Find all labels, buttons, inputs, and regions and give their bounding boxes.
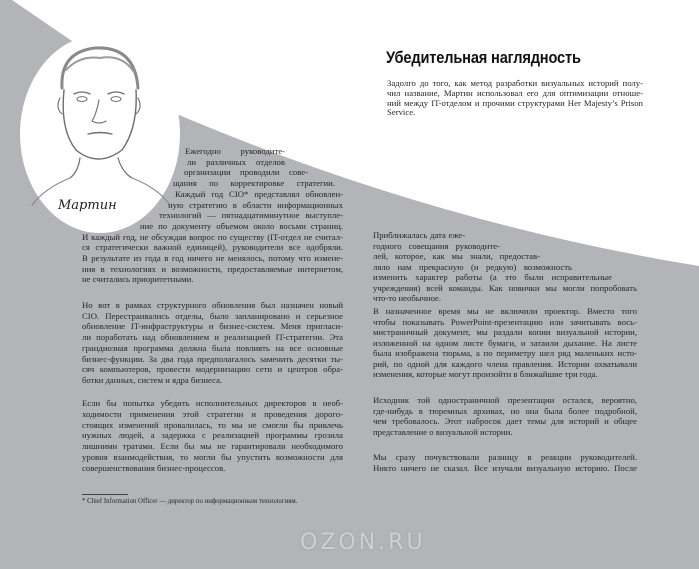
text-line: Исходник той одностраничной презентации остался, вероятно, [373,395,637,405]
text-line: технологий — пятнадцатиминутное выступле- [159,210,343,221]
text-line: где-нибудь в тюремных архивах, но она была более подробной, [373,405,637,416]
footnote-divider [82,494,128,495]
text-line: изложенной на одном листе бумаги, и затаили дыхание. На листе [373,337,637,348]
text-line: чтобы показывать PowerPoint-презентацию или зачитывать вось- [373,316,637,327]
text-line: Каждый год CIO* представлял обновлен- [175,188,343,199]
text-line: изменить характер работы (а это были исправительные [373,272,612,282]
text-line: уровня взаимодействия, то могли бы упустить возможности для [82,452,343,462]
text-line: мистраничный документ, мы раздали копии визуальной истории, [373,327,637,337]
text-line: нужных людей, а задержка с реализацией программы грозила [82,430,343,441]
text-line: лишними тратами. Если бы мы не гарантировали необходимого [82,441,343,452]
text-line: щания по корректировке стратегии. [173,178,335,189]
text-line: стоящих изменений провалилась, то мы не смогли бы привлечь [82,419,343,430]
text-line: ли различных отделов [187,156,285,167]
text-line: грандиозная программа должна была повлиять на все основные [82,342,343,353]
text-line: изменения, которые могут произойти в ближайшие три года. [373,369,598,379]
text-line: ний между IT-отделом и прочими структурами Her Majesty’s Prison [387,97,643,108]
text-line: Задолго до того, как метод разработки визуальных историй полу- [387,78,643,88]
text-line: сяч компьютеров, провести модернизацию сети и центров обра- [82,364,343,375]
text-line: Но вот в рамках структурного обновления был назначен новый [82,300,343,310]
text-line: не считались приоритетными. [82,274,194,285]
text-line: Ежегодно руководите- [185,146,285,156]
text-line: лей, которое, как мы знали, предостав- [373,251,540,261]
text-line: чил название, Мартин использовал его для оптимизации отноше- [387,87,643,98]
footnote: * Chief Information Officer — директор по информационным технологиям. [82,498,298,505]
section-heading: Убедительная наглядность [386,48,581,67]
ozon-watermark: OZON.RU [300,530,426,555]
text-line: учреждения) всей команды. Как новички мы могли попробовать [373,282,637,293]
text-line: рий, по одной для каждого члена правления. Истории охватывали [373,358,637,369]
text-line: Приближалась дата еже- [373,230,465,240]
text-line: ботки данных, систем и ядра бизнеса. [82,374,223,385]
text-line: В результате из года в год ничего не менялось, потому что измене- [82,253,343,263]
text-line: ляло нам прекрасную (и редкую) возможность [373,261,572,272]
text-line: В назначенное время мы не включили проектор. Вместо того [373,306,637,316]
text-line: ся стратегически важной единицей), руководители все одобряли. [82,242,343,253]
text-line: И каждый год, не обсуждая вопрос по существу (IT-отдел не считал- [82,231,343,242]
text-line: организации проводили сове- [184,167,308,178]
text-line: ную стратегию в области информационных [168,199,343,210]
text-line: Никто ничего не сказал. Все изучали визуальную историю. После [373,462,637,473]
text-line: CIO. Перестраивались отделы, было запланировано и серьезное [82,310,343,321]
text-line: Service. [387,107,416,118]
text-line: ходимости применения этой стратегии и проведения дорого- [82,408,343,419]
text-line: обновление IT-инфраструктуры и бизнес-систем. Меня пригласи- [82,321,343,332]
text-line: представление о визуальной истории. [373,426,513,437]
text-line: что-то необычное. [373,293,442,303]
text-line: ли поработать над обновлением и реализацией IT-стратегии. Эта [82,332,343,343]
text-line: Мы сразу почувствовали разницу в реакции руководителей. [373,452,637,462]
portrait-caption: Мартин [58,198,117,213]
text-line: была изображена тюрьма, а по периметру шел ряд маленьких исто- [373,348,637,358]
text-line: ние по документу объемом около восьми страниц. [140,220,343,231]
text-line: совершенствования бизнес-процессов. [82,462,226,473]
text-line: бизнес-функции. За два года предполагалось заменить десятки ты- [82,353,343,364]
text-line: Если бы попытка убедить исполнительных директоров в необ- [82,398,343,408]
text-line: годного совещания руководите- [373,240,500,251]
text-line: ния в технологиях и возможности, предоставляемые интернетом, [82,263,343,274]
text-line: чем требовалось. Этот набросок дает темы для историй и общее [373,416,637,426]
